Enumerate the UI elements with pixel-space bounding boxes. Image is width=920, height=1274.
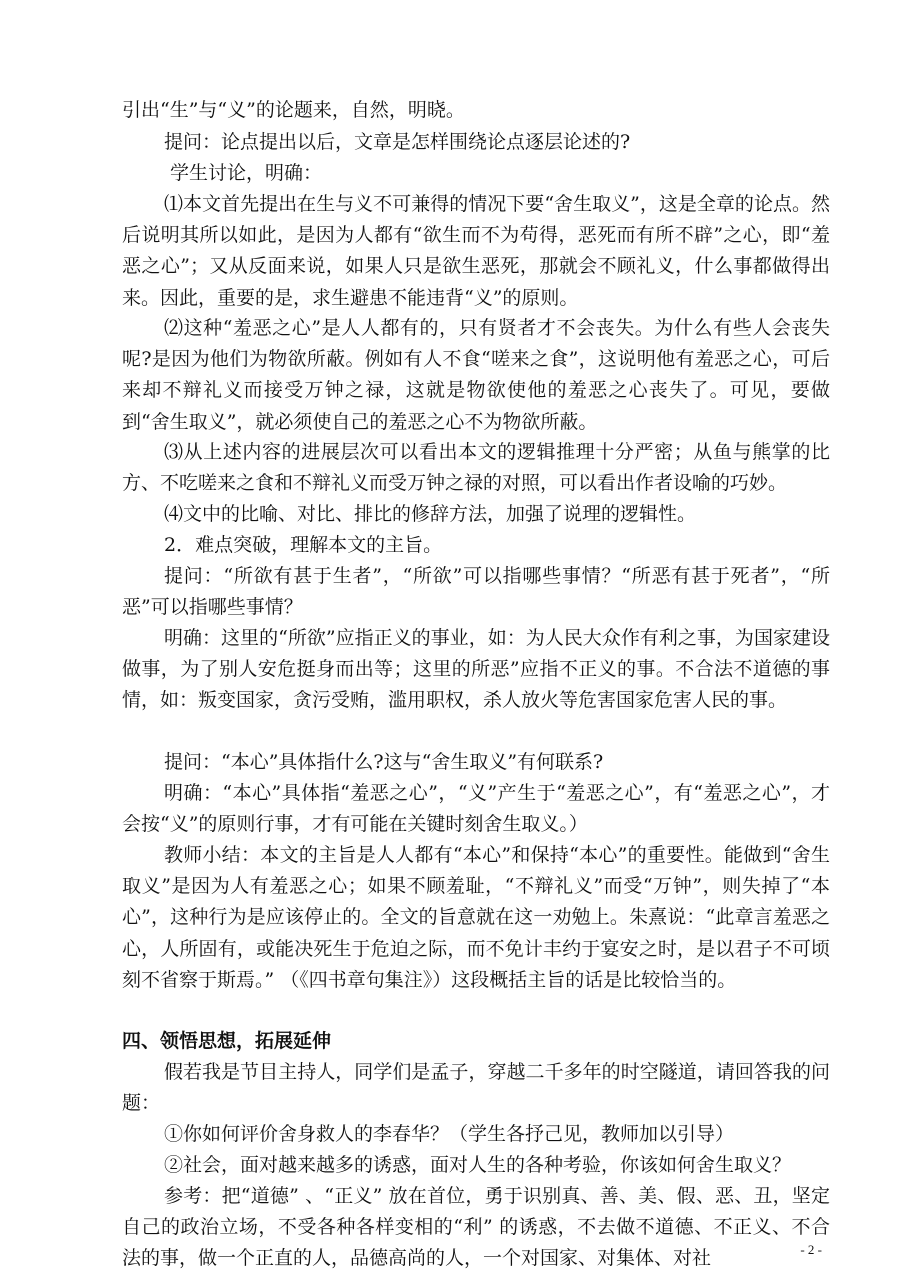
paragraph-answer-2: 明确：“本心”具体指“羞恶之心”，“义”产生于“羞恶之心”，有“羞恶之心”，才会按“义”的原则行事，才有可能在关键时刻舍生取义。） bbox=[122, 782, 830, 836]
paragraph-question-2: 提问：“所欲有甚于生者”，“所欲”可以指哪些事情？“所恶有甚于死者”，“所恶”可以指哪些事情？ bbox=[122, 565, 830, 619]
paragraph-question-3: 提问：“本心”具体指什么?这与“舍生取义”有何联系? bbox=[164, 751, 604, 773]
paragraph-reference: 参考：把“道德” 、“正义” 放在首位，勇于识别真、善、美、假、恶、丑，坚定自己的政治立场，不受各种各样变相的“利” 的诱惑，不去做不道德、不正义、不合法的事，做一个正直的人，品德高尚的人，一个对国家、对集体、对社 bbox=[122, 1185, 830, 1270]
paragraph-answer-1: 明确：这里的“所欲”应指正义的事业，如：为人民大众作有利之事，为国家建设做事，为了别人安危挺身而出等；这里的所恶”应指不正义的事。不合法不道德的事情，如：叛变国家，贪污受贿，滥用职权，杀人放火等危害国家危害人民的事。 bbox=[122, 627, 830, 712]
paragraph-student-discussion: 学生讨论，明确： bbox=[170, 162, 323, 184]
paragraph-question-1: 提问：论点提出以后，文章是怎样围绕论点逐层论述的? bbox=[164, 131, 631, 153]
paragraph-point-4: ⑷文中的比喻、对比、排比的修辞方法，加强了说理的逻辑性。 bbox=[164, 503, 697, 525]
paragraph-host-scenario: 假若我是节目主持人，同学们是孟子，穿越二千多年的时空隧道，请回答我的问题： bbox=[122, 1061, 830, 1115]
page-number: - 2 - bbox=[800, 1242, 822, 1257]
paragraph-intro-line: 引出“生”与“义”的论题来，自然，明晓。 bbox=[122, 99, 465, 121]
paragraph-point-3: ⑶从上述内容的进展层次可以看出本文的逻辑推理十分严密；从鱼与熊掌的比方、不吃嗟来之食和不辩礼义而受万钟之禄的对照，可以看出作者设喻的巧妙。 bbox=[122, 441, 830, 495]
paragraph-teacher-summary: 教师小结：本文的主旨是人人都有“本心”和保持“本心”的重要性。能做到“舍生取义”是因为人有羞恶之心；如果不顾羞耻，“不辩礼义”而受“万钟”，则失掉了“本心”，这种行为是应该停止的。全文的旨意就在这一劝勉上。朱熹说：“此章言羞恶之心，人所固有，或能决死生于危迫之际，而不免计丰约于宴安之时，是以君子不可顷刻不省察于斯焉。” （《四书章句集注》）这段概括主旨的话是比较恰当的。 bbox=[122, 844, 830, 991]
paragraph-question-li-chunhua: ①你如何评价舍身救人的李春华？（学生各抒己见，教师加以引导） bbox=[164, 1123, 735, 1145]
paragraph-difficulty-heading: 2．难点突破，理解本文的主旨。 bbox=[164, 534, 443, 556]
paragraph-point-2: ⑵这种“羞恶之心”是人人都有的，只有贤者才不会丧失。为什么有些人会丧失呢?是因为他们为物欲所蔽。例如有人不食“嗟来之食”，这说明他有羞恶之心，可后来却不辩礼义而接受万钟之禄，这就是物欲使他的羞恶之心丧失了。可见，要做到“舍生取义”，就必须使自己的羞恶之心不为物欲所蔽。 bbox=[122, 317, 830, 433]
paragraph-question-temptation: ②社会，面对越来越多的诱惑，面对人生的各种考验，你该如何舍生取义？ bbox=[164, 1154, 792, 1176]
paragraph-point-1: ⑴本文首先提出在生与义不可兼得的情况下要“舍生取义”，这是全章的论点。然后说明其所以如此，是因为人都有“欲生而不为苟得，恶死而有所不辟”之心，即“羞恶之心”；又从反面来说，如果人只是欲生恶死，那就会不顾礼义，什么事都做得出来。因此，重要的是，求生避患不能违背“义”的原则。 bbox=[122, 193, 830, 309]
section-heading-four: 四、领悟思想，拓展延伸 bbox=[122, 1030, 332, 1052]
